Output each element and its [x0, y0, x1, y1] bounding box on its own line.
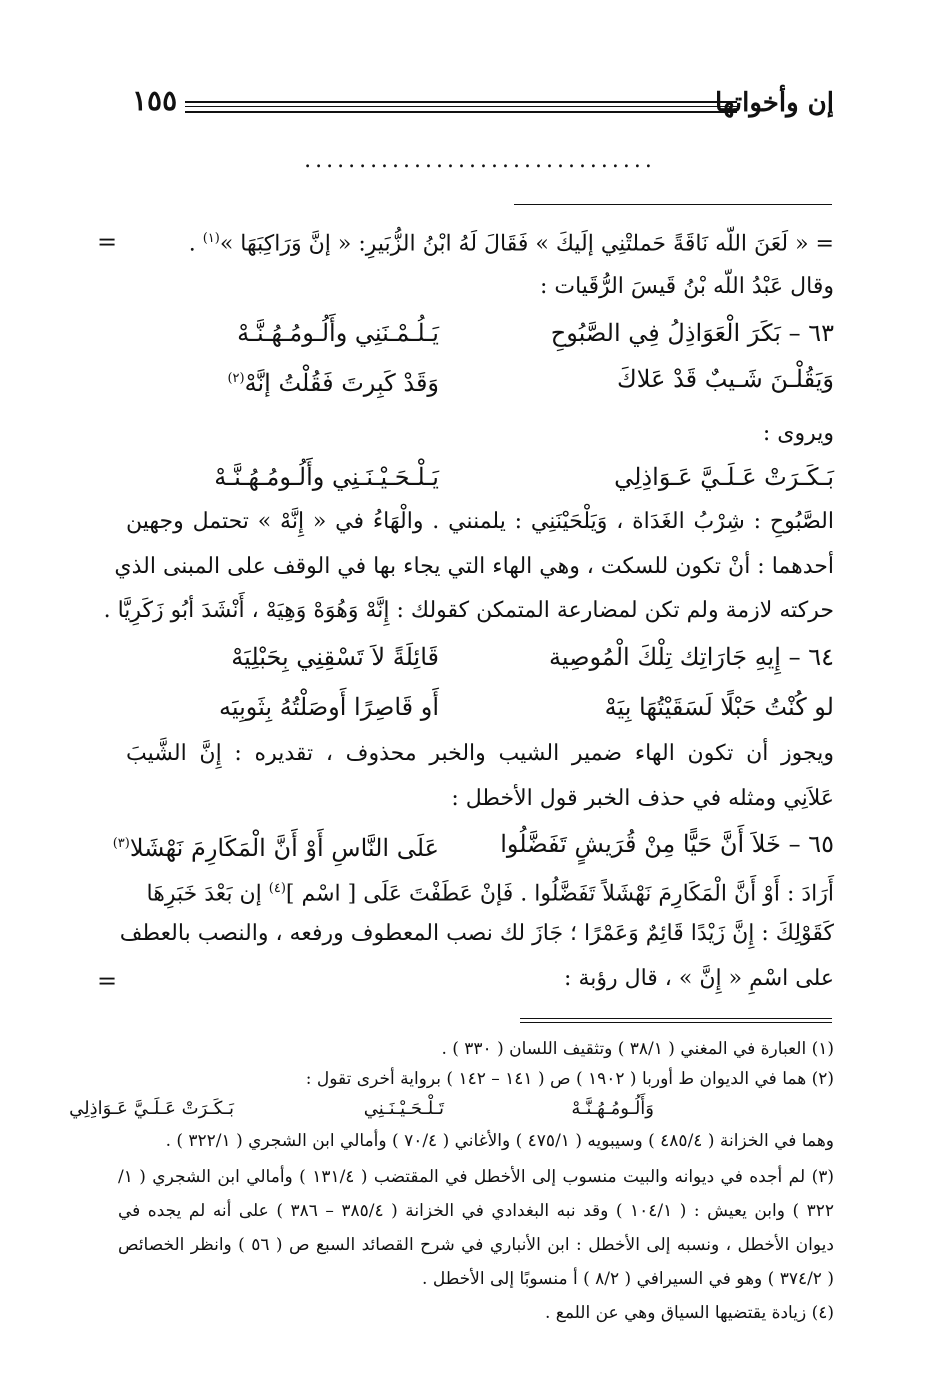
header-rule	[185, 101, 737, 103]
verse-text: عَلَى النَّاسِ أَوْ أَنَّ الْمَكَارِمَ نَهْشَلا	[129, 834, 439, 862]
footnote-2: (٢) هما في الديوان ط أوربا ( ١٩٠٢ ) ص ( ١٤١ – ١٤٢ ) برواية أخرى تقول :	[305, 1069, 834, 1089]
footnote-3-line-3: ديوان الأخطل ، ونسبه إلى الأخطل : ابن الأنباري في شرح القصائد السبع ص ( ٥٦ ) وانظر الخصائص	[118, 1235, 834, 1255]
body-line-6: ويجوز أن تكون الهاء ضمير الشيب والخبر محذوف ، تقديره : إِنَّ الشَّيبَ	[126, 741, 834, 766]
verse-63-hemistich-3	[617, 361, 834, 397]
footnote-rule	[520, 1022, 832, 1023]
verse-64-hemistich-2: قَائِلَةً لاَ تَسْقِنِي بِحَبْلِيَهْ	[231, 643, 439, 671]
verse-alt-hemistich-1: بَـكَـرَتْ عَـلَـيَّ عَـوَاذِلِي	[614, 463, 834, 491]
footnote-4: (٤) زيادة يقتضيها السياق وهي عن اللمع .	[545, 1303, 834, 1323]
verse-64-hemistich-4: أَو قَاصِرًا أَوصَلْتُهُ بِثَوبِيَه	[218, 693, 439, 721]
running-header-title: إن وأخواتها	[714, 88, 834, 118]
dotted-separator: ................................	[304, 148, 656, 173]
verse-text: وَقَدْ كَبِرتَ فَقُلْتُ إنَّهْ	[244, 369, 439, 397]
footnote-rule	[520, 1018, 832, 1019]
footnote-ref[interactable]: (٣)	[112, 836, 130, 851]
footnote-ref[interactable]: (٤)	[268, 881, 286, 896]
continuation-marker: =	[97, 228, 118, 256]
body-text: إن بَعْدَ خَبَرِهَا	[146, 881, 262, 907]
footnote-3-line-4: ( ٣٧٤/٢ ) وهو في السيرافي ( ٨/٢ ) أ منسوبًا إلى الأخطل .	[422, 1269, 834, 1289]
continuation-marker: =	[97, 967, 118, 995]
footnote-2-verse-2: تَـلْـحَـيْـنَـنِي	[363, 1098, 444, 1119]
body-line-9: كَقَوْلِكَ : إِنَّ زَيْدًا قَائِمٌ وَعَمْرًا ؛ جَازَ لك نصب المعطوف ورفعه ، والنصب بالعطف	[119, 921, 834, 946]
body-line-3: الصَّبُوحِ : شِرْبُ الغَدَاة ، وَيَلْحَيْنَنِي : يلمنني . والْهَاءُ في « إِنَّهْ » تحتمل وجهين	[126, 509, 834, 534]
body-line-10: على اسْمِ « إِنَّ » ، قال رؤبة :	[564, 966, 834, 991]
body-line-2: وقال عَبْدُ اللّه بْنُ قَيسَ الرُّقَيات :	[539, 274, 834, 299]
footnote-ref[interactable]: (١)	[202, 231, 220, 246]
verse-65-hemistich-1: ٦٥ – خَلاَ أَنَّ حَيًّا مِنْ قُرَيشٍ تَفَضَّلُوا	[500, 830, 834, 858]
body-line-yurwa: ويروى :	[762, 421, 834, 446]
header-rule	[185, 106, 737, 107]
separator-rule	[514, 204, 832, 205]
body-line-4: أحدهما : أنْ تكون للسكت ، وهي الهاء التي يجاء بها في الوقف على المبنى الذي	[114, 554, 834, 579]
footnote-2-cont: وهما في الخزانة ( ٤٨٥/٤ ) وسيبويه ( ٤٧٥/١ ) والأغاني ( ٧٠/٤ ) وأمالي ابن الشجري ( ٣٢٢/١ ) .	[165, 1131, 834, 1151]
verse-alt-hemistich-2: يَـلْـحَـيْـنَـنِي وأَلُـومُـهُـنَّـهْ	[214, 463, 439, 491]
verse-63-hemistich-1: ٦٣ – بَكَرَ الْعَوَاذِلُ فِي الصَّبُوحِ	[550, 319, 834, 347]
verse-text: وَيَقُلْـنَ شَـيبٌ قَدْ عَلاكَ	[617, 365, 834, 393]
body-text: = « لَعَنَ اللّه نَاقَةً حَملتْنِي إلَيكَ » فَقَالَ لَهُ ابْنُ الزُّبَيرِ: « إنَّ وَرَاكِبَهَا »	[219, 231, 834, 257]
footnote-3-line-2: ٣٢٢ ) وابن يعيش : ( ١٠٤/١ ) وقد نبه البغدادي في الخزانة ( ٣٨٥/٤ – ٣٨٦ ) على أنه لم يجده في	[118, 1201, 835, 1221]
verse-64-hemistich-3: لو كُنْتُ حَبْلًا لَسَقَيْتُهَا بِيَهْ	[604, 693, 834, 721]
page-number: ١٥٥	[132, 84, 178, 117]
verse-63-hemistich-4	[227, 361, 439, 401]
footnote-2-verse-3: وَأَلُـومُـهُـنَّـهْ	[571, 1098, 654, 1119]
verse-64-hemistich-1: ٦٤ – إِيهِ جَارَاتِك تِلْكَ الْمُوصِية	[548, 643, 834, 671]
body-line-1	[126, 222, 834, 261]
footnote-3-line-1: (٣) لم أجده في ديوانه والبيت منسوب إلى الأخطل في المقتضب ( ١٣١/٤ ) وأمالي ابن الشجري ( ١/	[118, 1167, 834, 1187]
footnote-1: (١) العبارة في المغني ( ٣٨/١ ) وتثقيف اللسان ( ٣٣٠ ) .	[441, 1039, 834, 1059]
body-line-8	[126, 872, 834, 911]
verse-63-hemistich-2: يَـلُـمْـنَنِي وأَلُـومُـهُـنَّـهْ	[237, 319, 439, 347]
verse-65-hemistich-2	[113, 826, 439, 866]
body-line-5: حركته لازمة ولم تكن لمضارعة المتمكن كقولك : إِنَّهْ وَهُوَهْ وَهِيَهْ ، أَنْشَدَ أبُو زَكَرِيَّا .	[103, 598, 834, 623]
footnote-2-verse-1: بَـكَـرَتْ عَـلَـيَّ عَـوَاذِلِي	[69, 1098, 234, 1119]
header-rule	[185, 111, 737, 113]
footnote-ref[interactable]: (٢)	[227, 371, 245, 386]
body-line-7: عَلاَنِي ومثله في حذف الخبر قول الأخطل :	[451, 786, 834, 811]
body-text: أَرَادَ : أَوْ أَنَّ الْمَكَارِمَ نَهْشَلاً تَفَضَّلُوا . فَإنْ عَطَفْتَ عَلَى [ اسْم ]	[285, 881, 834, 907]
body-text: .	[188, 231, 196, 257]
